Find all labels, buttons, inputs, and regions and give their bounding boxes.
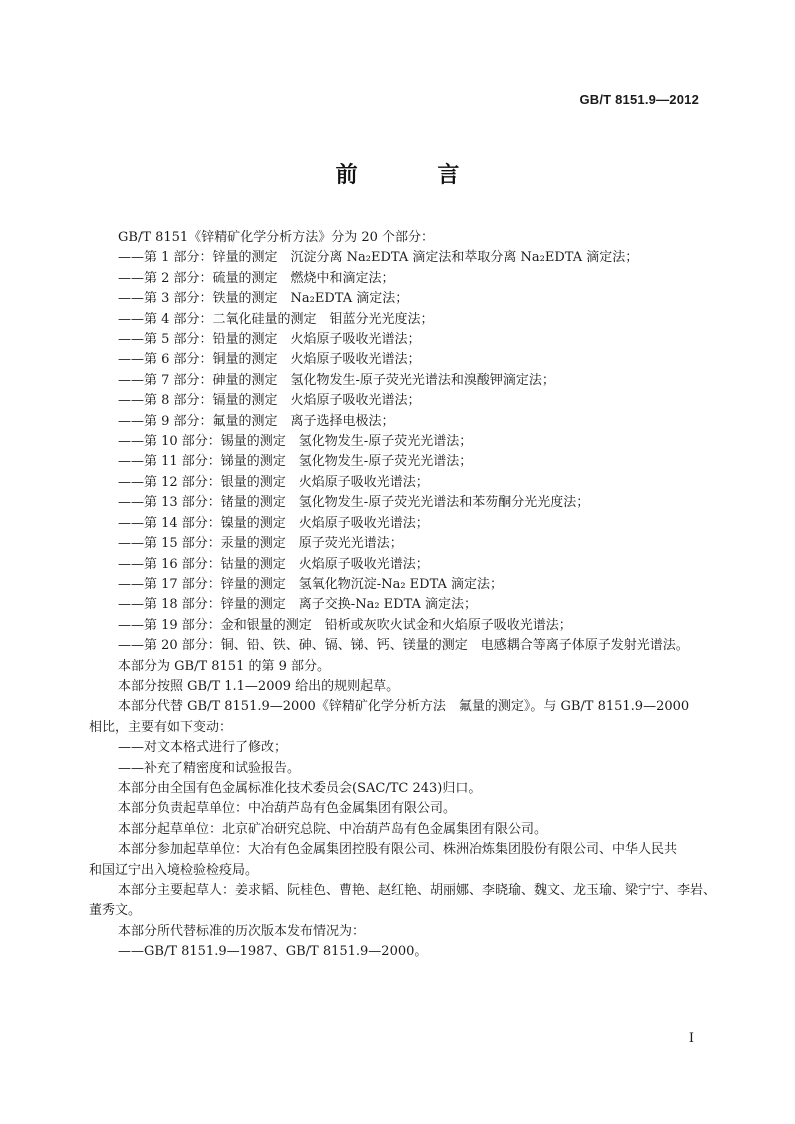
part-item-6: ——第 6 部分：铜量的测定 火焰原子吸收光谱法； [118, 352, 421, 368]
participating-units-line-2: 和国辽宁出入境检验检疫局。 [89, 862, 259, 878]
part-item-4: ——第 4 部分：二氧化硅量的测定 钼蓝分光光度法； [118, 311, 434, 327]
part-item-5: ——第 5 部分：铅量的测定 火焰原子吸收光谱法； [118, 332, 421, 348]
responsible-unit-statement: 本部分负责起草单位：中冶葫芦岛有色金属集团有限公司。 [118, 801, 457, 817]
part-item-7: ——第 7 部分：砷量的测定 氢化物发生-原子荧光光谱法和溴酸钾滴定法； [118, 372, 555, 388]
replaces-line-1: 本部分代替 GB/T 8151.9—2000《锌精矿化学分析方法 氟量的测定》。与 GB/T 8151.9—2000 [118, 699, 690, 715]
part-item-15: ——第 15 部分：汞量的测定 原子荧光光谱法； [118, 536, 403, 552]
drafting-units-statement: 本部分起草单位：北京矿冶研究总院、中冶葫芦岛有色金属集团有限公司。 [118, 821, 548, 837]
page-title: 前 言 [335, 163, 496, 188]
part-item-18: ——第 18 部分：锌量的测定 离子交换-Na₂ EDTA 滴定法； [118, 597, 478, 613]
replaces-line-2: 相比，主要有如下变动： [89, 719, 233, 735]
participating-units-statement [89, 840, 718, 881]
page-number: I [688, 1031, 694, 1046]
part-item-10: ——第 10 部分：锡量的测定 氢化物发生-原子荧光光谱法； [118, 434, 473, 450]
part-item-8: ——第 8 部分：镉量的测定 火焰原子吸收光谱法； [118, 393, 421, 409]
this-part-statement: 本部分为 GB/T 8151 的第 9 部分。 [118, 658, 331, 674]
part-item-11: ——第 11 部分：锑量的测定 氢化物发生-原子荧光光谱法； [118, 454, 473, 470]
drafters-statement [89, 881, 718, 922]
part-item-12: ——第 12 部分：银量的测定 火焰原子吸收光谱法； [118, 474, 429, 490]
part-item-13: ——第 13 部分：锗量的测定 氢化物发生-原子荧光光谱法和苯芴酮分光光度法； [118, 495, 590, 511]
standard-code: GB/T 8151.9—2012 [579, 92, 699, 107]
part-item-16: ——第 16 部分：钴量的测定 火焰原子吸收光谱法； [118, 556, 429, 572]
foreword-body [89, 228, 718, 963]
part-item-1: ——第 1 部分：锌量的测定 沉淀分离 Na₂EDTA 滴定法和萃取分离 Na₂EDTA 滴定法； [118, 250, 639, 266]
drafters-line-2: 董秀文。 [89, 903, 142, 919]
part-item-9: ——第 9 部分：氟量的测定 离子选择电极法； [118, 413, 395, 429]
part-item-2: ——第 2 部分：硫量的测定 燃烧中和滴定法； [118, 270, 395, 286]
part-item-3: ——第 3 部分：铁量的测定 Na₂EDTA 滴定法； [118, 291, 409, 307]
part-item-19: ——第 19 部分：金和银量的测定 铅析或灰吹火试金和火焰原子吸收光谱法； [118, 617, 572, 633]
change-item-2: ——补充了精密度和试验报告。 [118, 760, 301, 776]
changes-list [118, 738, 718, 779]
change-item-1: ——对文本格式进行了修改； [118, 740, 288, 756]
intro-paragraph: GB/T 8151《锌精矿化学分析方法》分为 20 个部分： [118, 230, 435, 245]
part-item-17: ——第 17 部分：锌量的测定 氢氧化物沉淀-Na₂ EDTA 滴定法； [118, 576, 504, 592]
history-item: ——GB/T 8151.9—1987、GB/T 8151.9—2000。 [118, 944, 428, 960]
drafting-rules-statement: 本部分按照 GB/T 1.1—2009 给出的规则起草。 [118, 678, 400, 694]
participating-units-line-1: 本部分参加起草单位：大冶有色金属集团控股有限公司、株洲冶炼集团股份有限公司、中华人民共 [118, 842, 678, 858]
drafters-line-1: 本部分主要起草人：姜求韬、阮桂色、曹艳、赵红艳、胡丽娜、李晓瑜、魏文、龙玉瑜、梁宁宁、李岩、 [118, 883, 717, 898]
part-item-14: ——第 14 部分：镍量的测定 火焰原子吸收光谱法； [118, 515, 429, 531]
part-item-20: ——第 20 部分：铜、铅、铁、砷、镉、锑、钙、镁量的测定 电感耦合等离子体原子发射光谱法。 [118, 638, 689, 654]
parts-list [118, 248, 718, 656]
replaces-statement [89, 697, 718, 738]
history-intro-statement: 本部分所代替标准的历次版本发布情况为： [118, 923, 366, 939]
proposed-by-statement: 本部分由全国有色金属标准化技术委员会(SAC/TC 243)归口。 [118, 780, 482, 796]
